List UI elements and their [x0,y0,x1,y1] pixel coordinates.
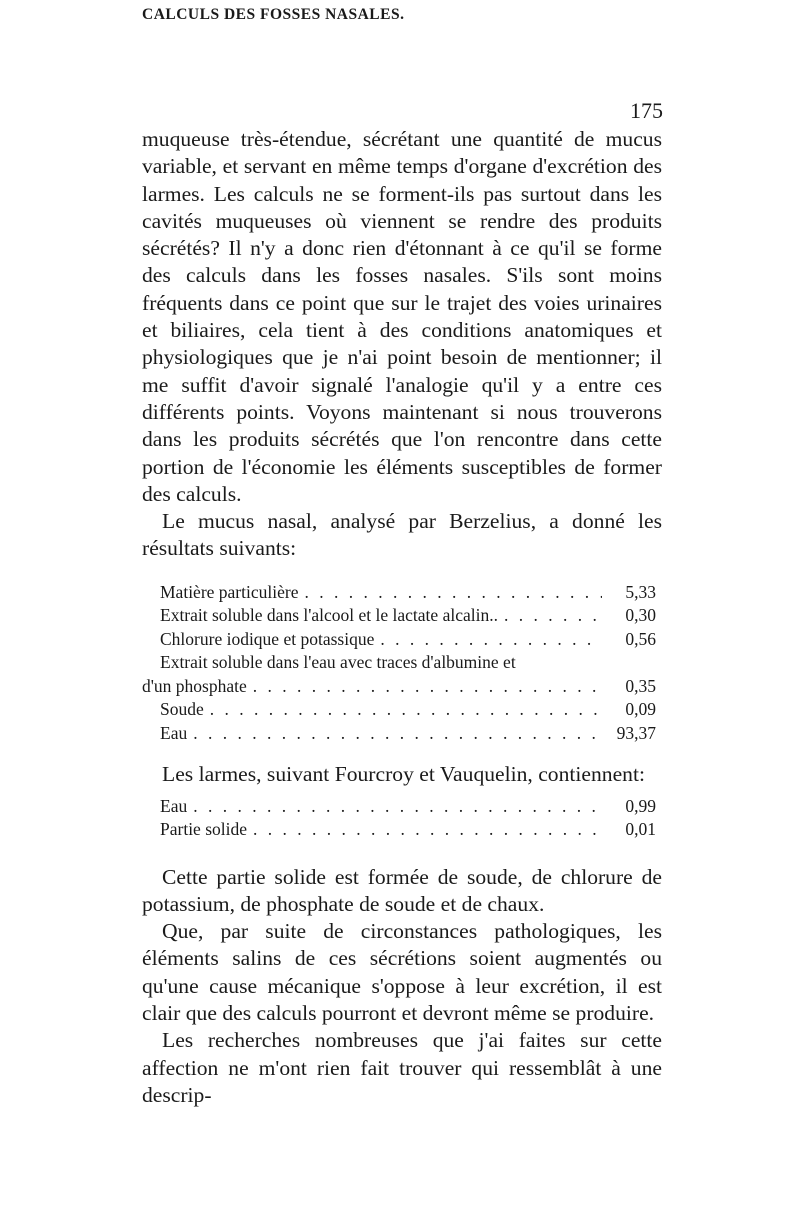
table-row-continued [160,651,656,675]
text-block [142,864,662,1110]
table-row [160,818,656,842]
paragraph: Les recherches nombreuses que j'ai faites sur cette affection ne m'ont rien fait trouver qui ressemblât à une descrip- [142,1028,662,1107]
row-value: 5,33 [625,581,656,602]
text-block [142,126,662,563]
table-row [160,698,656,722]
table-row [160,604,656,628]
row-value: 0,30 [625,605,656,626]
dot-leader [253,818,602,842]
dot-leader [210,698,602,722]
table-row [160,795,656,819]
row-value: 0,99 [625,795,656,816]
row-label: Extrait soluble dans l'alcool et le lactate alcalin.. [160,605,498,626]
running-title: CALCULS DES FOSSES NASALES. [142,6,405,23]
dot-leader [304,581,602,605]
text-block [142,761,662,788]
row-value: 0,35 [625,675,656,696]
paragraph: Les larmes, suivant Fourcroy et Vauquelin, contiennent: [162,762,645,787]
row-label: Partie solide [160,819,247,840]
mucus-composition-table [142,581,656,746]
row-label: d'un phosphate [142,675,247,696]
row-value: 93,37 [616,722,656,743]
paragraph: Cette partie solide est formée de soude, de chlorure de potassium, de phosphate de soude et de chaux. [142,864,662,916]
dot-leader [193,795,602,819]
page-body [142,126,662,1109]
paragraph: muqueuse très-étendue, sécrétant une quantité de mucus variable, et servant en même temps d'organe d'excrétion des larmes. Les calculs ne se forment-ils pas surtout dans les cavités muqueuses où viennent se rendre des produits sécrétés? Il n'y a donc rien d'étonnant à ce qu'il se forme des calculs dans les fosses nasales. S'ils sont moins fréquents dans ce point que sur le trajet des voies urinaires et biliaires, cela tient à des conditions anatomiques et physiologiques que je n'ai point besoin de mentionner; il me suffit d'avoir signalé l'analogie qu'il y a entre ces différents points. Voyons maintenant si nous trouverons dans les produits sécrétés que l'on rencontre dans cette portion de l'économie les éléments susceptibles de former des calculs. [142,127,662,506]
tears-composition-table [160,795,656,842]
page-number: 175 [630,98,663,123]
table-row [142,675,656,699]
row-label: Eau [160,795,188,816]
row-label: Chlorure iodique et potassique [160,628,375,649]
paragraph: Que, par suite de circonstances pathologiques, les éléments salins de ces sécrétions soient augmentés ou qu'une cause mécanique s'oppose à leur excrétion, il est clair que des calculs pourront et devront même se produire. [142,919,662,1026]
dot-leader [253,675,602,699]
table-row [160,722,656,746]
dot-leader [380,628,602,652]
paragraph: Le mucus nasal, analysé par Berzelius, a donné les résultats suivants: [142,509,662,561]
spacer [142,745,662,761]
row-value: 0,56 [625,628,656,649]
table-row [160,581,656,605]
row-value: 0,01 [625,819,656,840]
table-row [160,628,656,652]
row-label: Matière particulière [160,581,299,602]
row-label: Eau [160,722,188,743]
row-label: Soude [160,699,204,720]
row-label-line1: Extrait soluble dans l'eau avec traces d'albumine et [160,652,516,673]
spacer [142,842,662,864]
dot-leader [504,604,602,628]
dot-leader [193,722,602,746]
row-value: 0,09 [625,699,656,720]
